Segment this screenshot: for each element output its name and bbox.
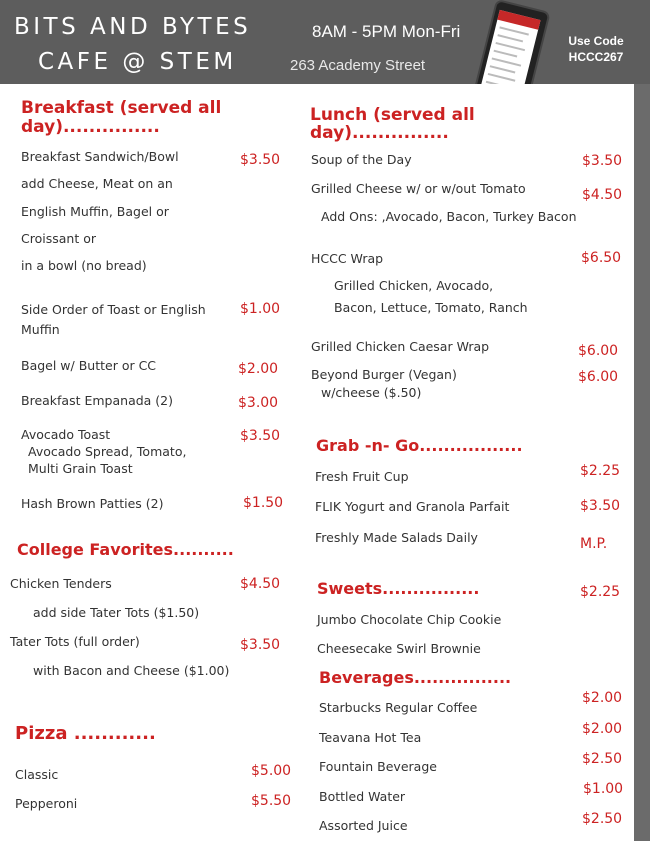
menu-item-price: $6.00 — [578, 343, 619, 359]
menu-item-price: $1.50 — [243, 495, 284, 511]
menu-item-price: $3.50 — [240, 152, 281, 168]
beverages-title: Beverages................ — [319, 668, 512, 687]
address: 263 Academy Street — [290, 57, 426, 74]
menu-item-detail: Croissant or — [21, 231, 96, 246]
menu-item-price: $3.50 — [240, 428, 281, 444]
cafe-location-title: CAFE @ STEM — [38, 49, 237, 75]
sweets-title: Sweets................ — [317, 579, 480, 598]
menu-item-detail: in a bowl (no bread) — [21, 258, 147, 273]
menu-item-price: $2.25 — [580, 463, 621, 479]
menu-item-name: FLIK Yogurt and Granola Parfait — [315, 499, 510, 514]
menu-item-price: $4.50 — [240, 576, 281, 592]
menu-item-price: $6.00 — [578, 369, 619, 385]
menu-item-detail: Bacon, Lettuce, Tomato, Ranch — [334, 300, 528, 315]
promo-code — [564, 33, 628, 65]
menu-item-price: $2.00 — [238, 361, 279, 377]
menu-item-detail: Multi Grain Toast — [28, 461, 133, 476]
lunch-title — [310, 106, 475, 142]
menu-item-name: Soup of the Day — [311, 152, 412, 167]
menu-item-price: $4.50 — [582, 187, 623, 203]
menu-item-detail: add Cheese, Meat on an — [21, 176, 173, 191]
menu-item-name: Hash Brown Patties (2) — [21, 496, 164, 511]
menu-item-price: $2.00 — [582, 721, 623, 737]
breakfast-title — [21, 99, 221, 137]
menu-item-name: Breakfast Empanada (2) — [21, 393, 174, 408]
menu-item-name: Jumbo Chocolate Chip Cookie — [317, 612, 502, 627]
menu-item-detail: Muffin — [21, 322, 60, 337]
menu-item-name: Teavana Hot Tea — [319, 730, 422, 745]
menu-item-name: Fountain Beverage — [319, 759, 437, 774]
menu-item-price: $6.50 — [581, 250, 622, 266]
menu-item-name: Fresh Fruit Cup — [315, 469, 409, 484]
menu-item-detail: w/cheese ($.50) — [321, 385, 422, 400]
college-favorites-title: College Favorites.......... — [17, 540, 234, 559]
grab-n-go-title: Grab -n- Go................. — [316, 436, 523, 455]
menu-item-name: Pepperoni — [15, 796, 78, 811]
cafe-name: BITS AND BYTES — [14, 14, 252, 40]
menu-item-name: Chicken Tenders — [10, 576, 112, 591]
menu-item-detail: add side Tater Tots ($1.50) — [33, 605, 200, 620]
menu-item-name: Beyond Burger (Vegan) — [311, 367, 457, 382]
opening-hours: 8AM - 5PM Mon-Fri — [312, 22, 461, 41]
pizza-title: Pizza ............ — [15, 723, 156, 744]
menu-item-name: Side Order of Toast or English — [21, 302, 206, 317]
menu-item-name: Grilled Cheese w/ or w/out Tomato — [311, 181, 526, 196]
menu-item-price: $3.50 — [580, 498, 621, 514]
menu-item-name: Cheesecake Swirl Brownie — [317, 641, 481, 656]
menu-item-price: $5.50 — [251, 793, 292, 809]
menu-item-price: $2.50 — [582, 751, 623, 767]
menu-item-name: Assorted Juice — [319, 818, 408, 833]
menu-item-name: Breakfast Sandwich/Bowl — [21, 149, 179, 164]
menu-item-name: Bagel w/ Butter or CC — [21, 358, 157, 373]
menu-item-price: $3.50 — [240, 637, 281, 653]
menu-item-name: Classic — [15, 767, 59, 782]
menu-item-price: $1.00 — [240, 301, 281, 317]
menu-item-price: M.P. — [580, 536, 608, 552]
header-banner — [0, 0, 650, 84]
menu-item-name: Grilled Chicken Caesar Wrap — [311, 339, 490, 354]
menu-item-price: $3.00 — [238, 395, 279, 411]
promo-code-value: HCCC267 — [568, 50, 624, 64]
lunch-title-line1: Lunch (served all — [310, 105, 475, 125]
menu-item-name: Freshly Made Salads Daily — [315, 530, 478, 545]
menu-item-detail: Avocado Spread, Tomato, — [28, 444, 187, 459]
menu-item-price: $3.50 — [582, 153, 623, 169]
menu-item-name: Starbucks Regular Coffee — [319, 700, 478, 715]
breakfast-title-line2: day)............... — [21, 117, 160, 137]
menu-item-name: Avocado Toast — [21, 427, 111, 442]
menu-item-price: $2.50 — [582, 811, 623, 827]
menu-item-name: Bottled Water — [319, 789, 406, 804]
menu-item-detail: with Bacon and Cheese ($1.00) — [33, 663, 230, 678]
menu-item-detail: Add Ons: ,Avocado, Bacon, Turkey Bacon — [321, 209, 577, 224]
menu-item-price: $5.00 — [251, 763, 292, 779]
menu-item-name: HCCC Wrap — [311, 251, 384, 266]
breakfast-title-line1: Breakfast (served all — [21, 98, 222, 118]
promo-code-label: Use Code — [568, 34, 624, 48]
menu-item-price: $2.00 — [582, 690, 623, 706]
menu-item-price: $2.25 — [580, 584, 621, 600]
menu-item-price: $1.00 — [583, 781, 624, 797]
menu-item-detail: English Muffin, Bagel or — [21, 204, 169, 219]
menu-item-name: Tater Tots (full order) — [10, 634, 140, 649]
menu-item-detail: Grilled Chicken, Avocado, — [334, 278, 494, 293]
lunch-title-line2: day)............... — [310, 123, 449, 143]
